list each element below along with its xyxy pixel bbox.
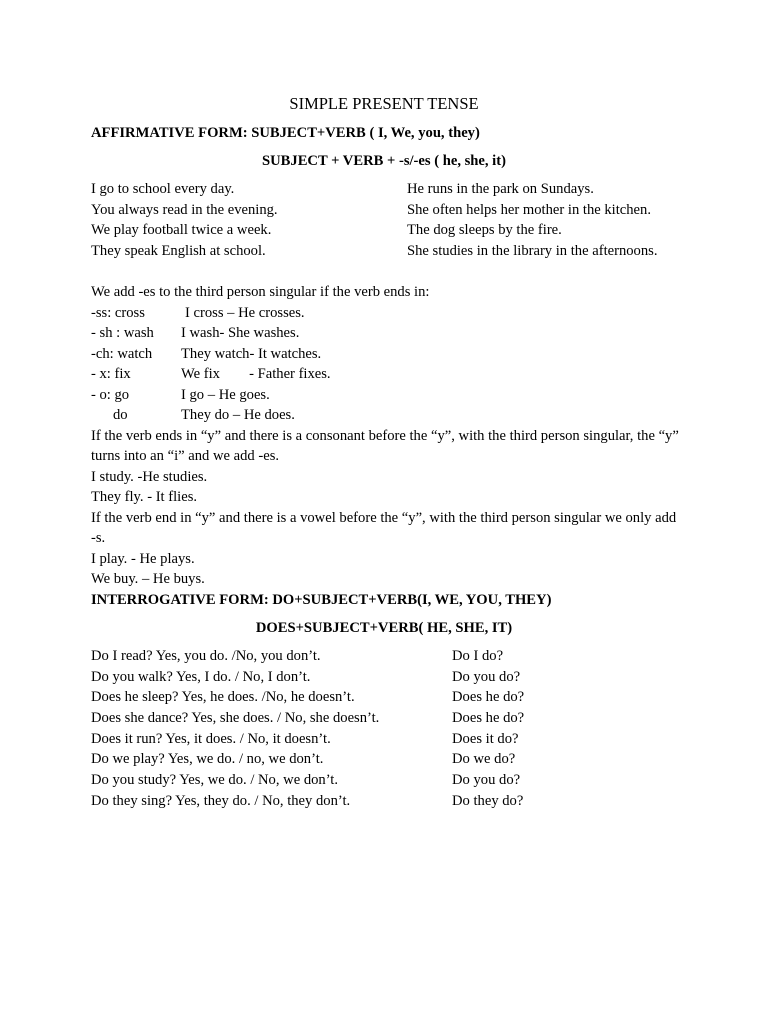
- rule-example: I wash- She washes.: [181, 325, 300, 341]
- rule-example: They watch- It watches.: [181, 345, 322, 362]
- example-line: Do we play? Yes, we do. / no, we don’t.: [91, 751, 324, 768]
- example-line: Does he do?: [452, 689, 525, 706]
- rule-row: [91, 405, 691, 426]
- y-vowel-rule: If the verb end in “y” and there is a vowel before the “y”, with the third person singular we only add -s.: [91, 509, 677, 546]
- example-line: Do you walk? Yes, I do. / No, I don’t.: [91, 668, 311, 685]
- y-consonant-rule: If the verb ends in “y” and there is a consonant before the “y”, with the third person singular, the “y” turns into an “i” and we add -es.: [91, 427, 679, 464]
- example-line: I go to school every day.: [91, 181, 235, 197]
- interrogative-heading: INTERROGATIVE FORM: DO+SUBJECT+VERB(I, WE, YOU, THEY): [91, 591, 552, 608]
- example-line: She studies in the library in the afternoons.: [407, 243, 658, 260]
- rules-intro: We add -es to the third person singular if the verb ends in:: [91, 284, 430, 300]
- example-line: Do I read? Yes, you do. /No, you don’t.: [91, 648, 321, 664]
- rule-row: [91, 364, 691, 385]
- interrogative-right-examples: [452, 646, 524, 812]
- affirmative-right-examples: [407, 179, 657, 262]
- example-line: Does she dance? Yes, she does. / No, she doesn’t.: [91, 710, 380, 727]
- rule-example: I cross – He crosses.: [185, 304, 305, 321]
- rule-row: [91, 323, 691, 344]
- interrogative-left-examples: [91, 646, 379, 812]
- rule-example: They do – He does.: [181, 407, 295, 423]
- example-line: They fly. - It flies.: [91, 489, 198, 505]
- spelling-rules-section: [91, 282, 691, 610]
- example-line: They speak English at school.: [91, 243, 266, 260]
- example-line: Do I do?: [452, 648, 504, 664]
- rule-example: I go – He goes.: [181, 386, 270, 403]
- rule-example: We fix - Father fixes.: [181, 366, 331, 382]
- example-line: The dog sleeps by the fire.: [407, 222, 562, 239]
- rule-ending: do: [113, 407, 128, 423]
- example-line: You always read in the evening.: [91, 201, 278, 218]
- page-title: SIMPLE PRESENT TENSE: [289, 94, 479, 113]
- example-line: Does it run? Yes, it does. / No, it doesn’t.: [91, 730, 331, 747]
- example-line: Does he do?: [452, 710, 525, 727]
- example-line: She often helps her mother in the kitchen.: [407, 201, 651, 218]
- affirmative-subheading: SUBJECT + VERB + -s/-es ( he, she, it): [262, 153, 506, 169]
- example-line: Do they sing? Yes, they do. / No, they don’t.: [91, 792, 351, 809]
- example-line: Do they do?: [452, 792, 524, 809]
- example-line: Does he sleep? Yes, he does. /No, he doesn’t.: [91, 689, 355, 706]
- example-line: He runs in the park on Sundays.: [407, 181, 594, 197]
- example-line: Do you study? Yes, we do. / No, we don’t.: [91, 772, 339, 789]
- rule-ending: - x: fix: [91, 366, 131, 382]
- affirmative-heading: AFFIRMATIVE FORM: SUBJECT+VERB ( I, We, you, they): [91, 125, 480, 141]
- example-line: I study. -He studies.: [91, 468, 208, 485]
- rule-row: [91, 344, 691, 365]
- example-line: We buy. – He buys.: [91, 571, 205, 587]
- example-line: Do you do?: [452, 772, 521, 789]
- example-line: Does it do?: [452, 730, 519, 747]
- interrogative-subheading: DOES+SUBJECT+VERB( HE, SHE, IT): [255, 620, 513, 636]
- rule-ending: -ss: cross: [91, 304, 145, 321]
- example-line: Do we do?: [452, 751, 516, 768]
- rule-row: [91, 303, 691, 324]
- rule-row: [91, 385, 691, 406]
- rule-ending: - o: go: [91, 386, 130, 403]
- example-line: I play. - He plays.: [91, 550, 195, 567]
- affirmative-left-examples: [91, 179, 278, 262]
- rule-ending: -ch: watch: [91, 345, 153, 362]
- rule-ending: - sh : wash: [91, 325, 154, 341]
- example-line: Do you do?: [452, 668, 521, 685]
- example-line: We play football twice a week.: [91, 222, 272, 239]
